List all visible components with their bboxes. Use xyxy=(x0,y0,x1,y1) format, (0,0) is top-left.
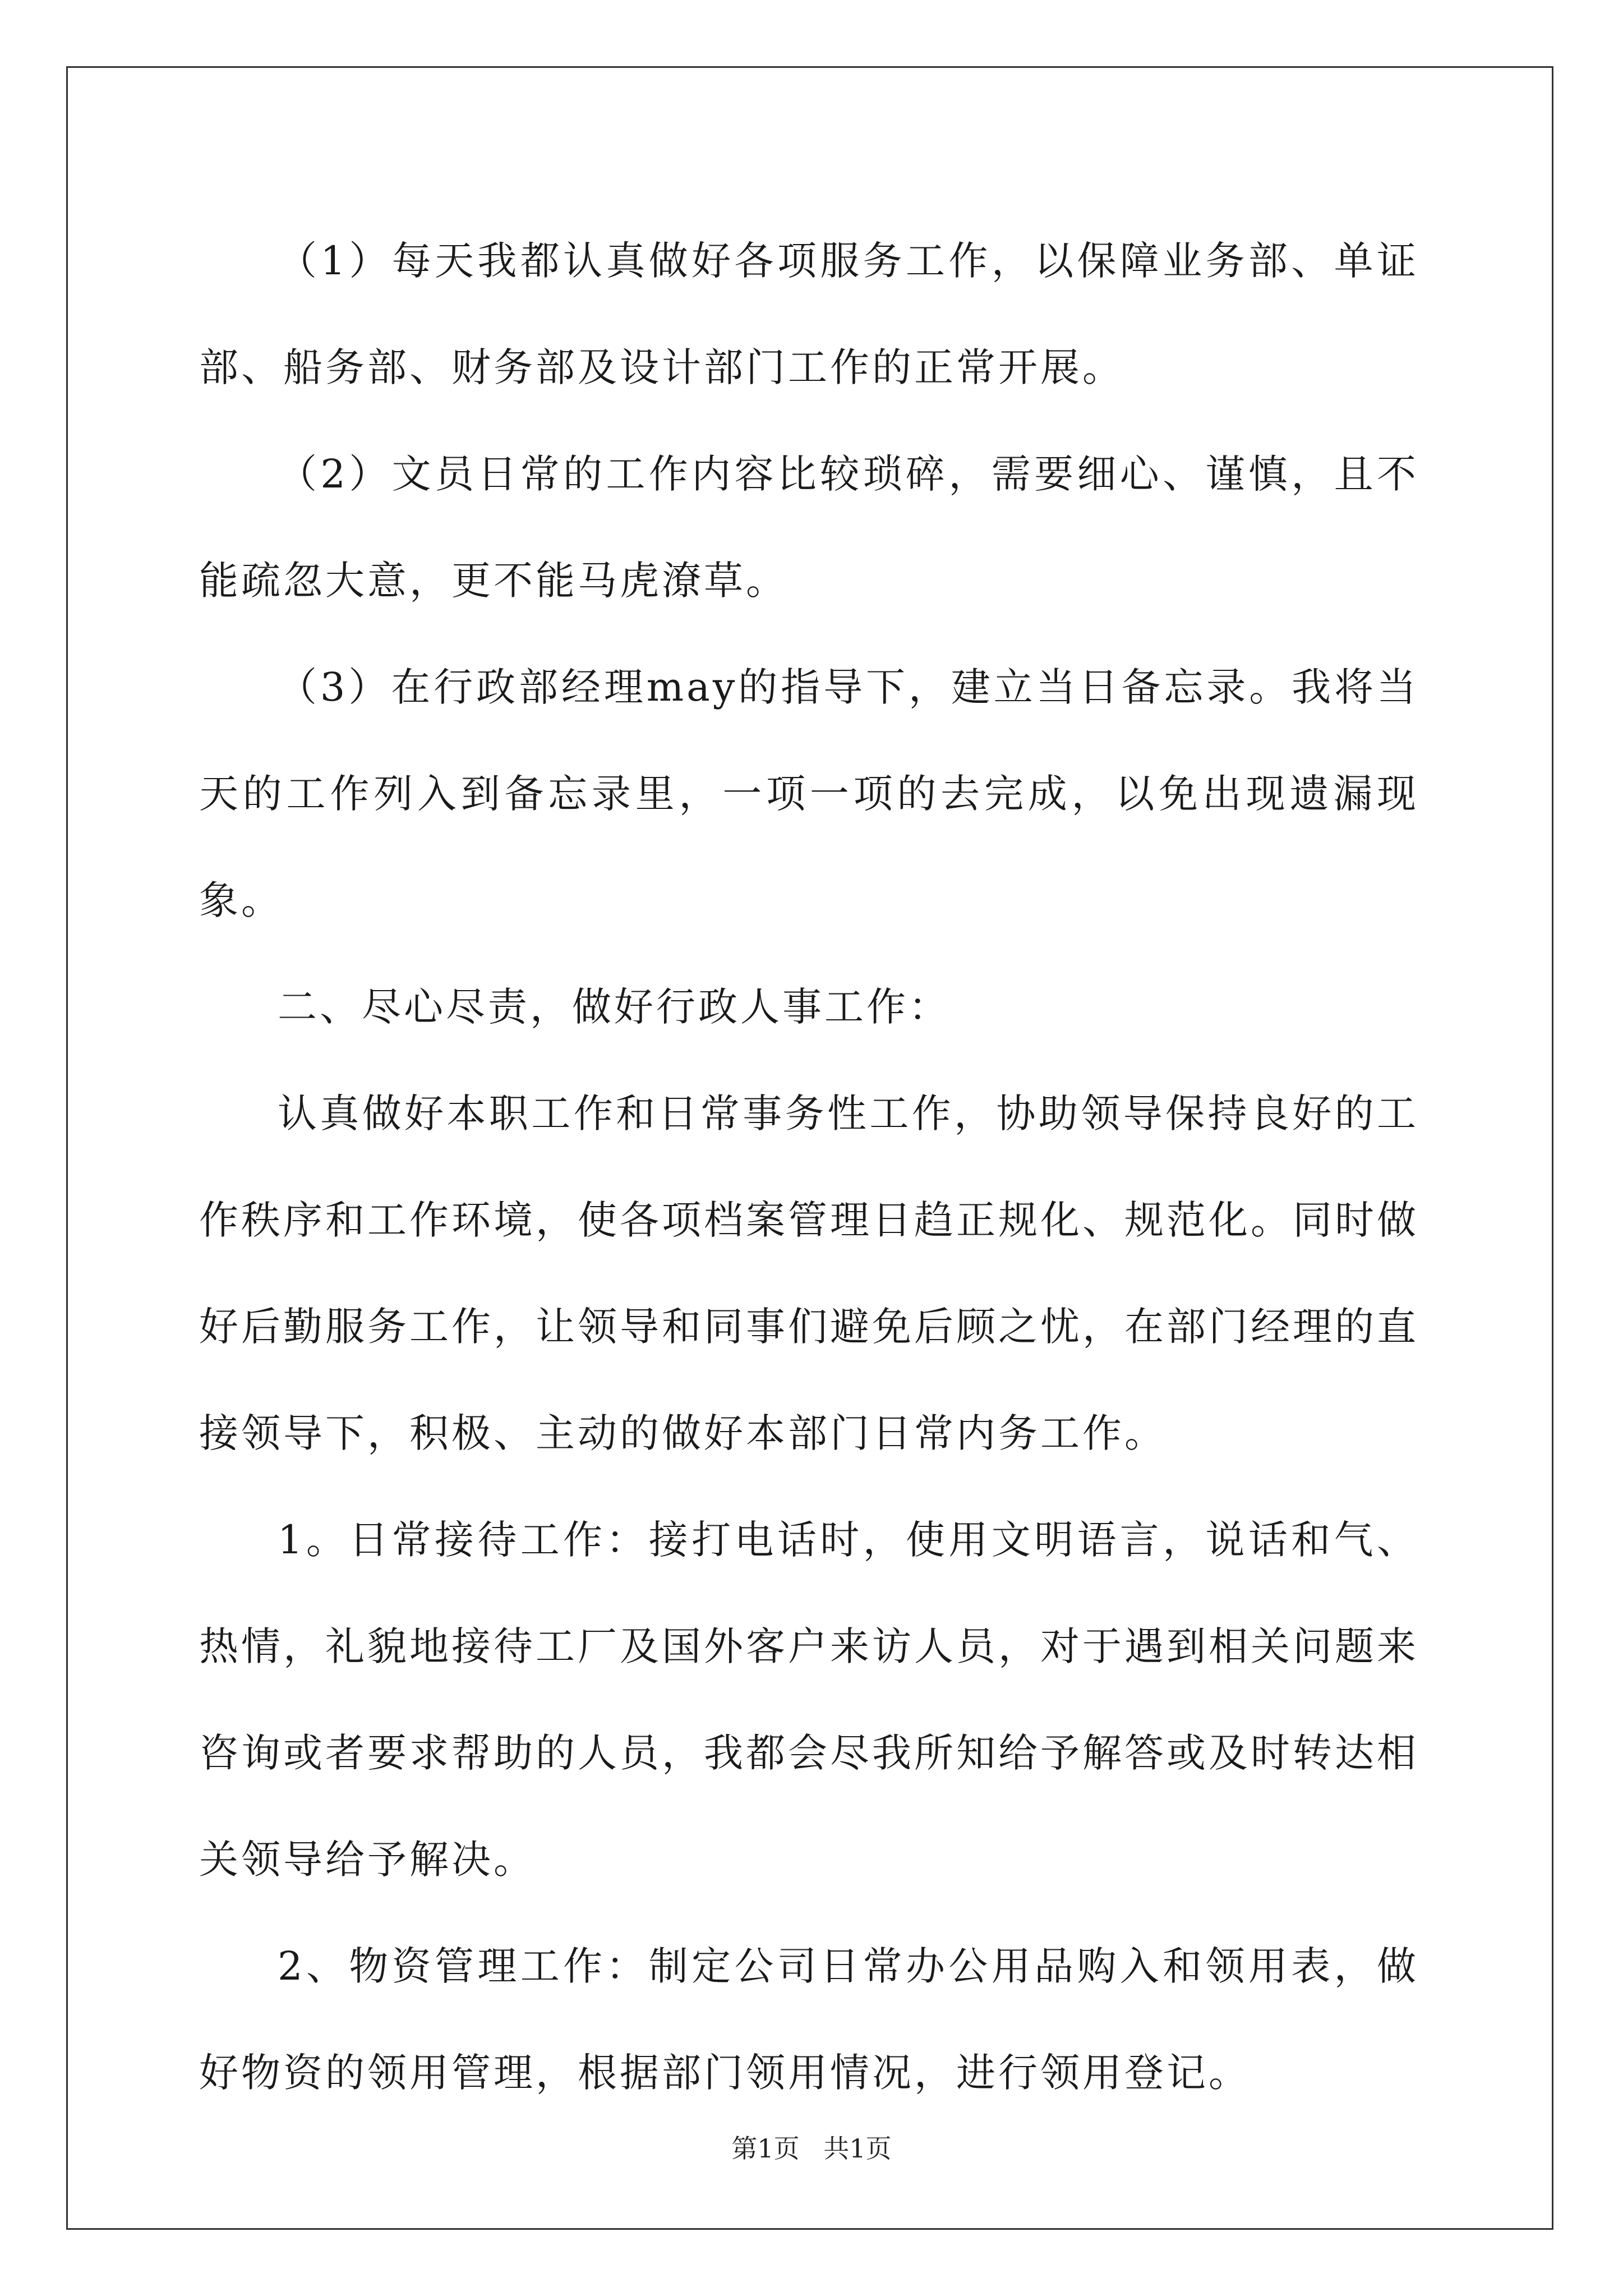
paragraph-item-materials: 2、物资管理工作：制定公司日常办公用品购入和领用表，做好物资的领用管理，根据部门领用情况，进行领用登记。 xyxy=(199,1943,1419,2096)
page-footer xyxy=(0,2132,1623,2165)
paragraph-body: 认真做好本职工作和日常事务性工作，协助领导保持良好的工作秩序和工作环境，使各项档案管理日趋正规化、规范化。同时做好后勤服务工作，让领导和同事们避免后顾之忧，在部门经理的直接领导下，积极、主动的做好本部门日常内务工作。 xyxy=(199,1091,1419,1456)
paragraph-item-3: （3）在行政部经理may的指导下，建立当日备忘录。我将当天的工作列入到备忘录里，一项一项的去完成，以免出现遗漏现象。 xyxy=(199,664,1419,923)
page-total: 共1页 xyxy=(823,2133,892,2164)
document-body xyxy=(199,208,1419,2126)
section-heading: 二、尽心尽责，做好行政人事工作： xyxy=(278,984,951,1030)
page-number: 第1页 xyxy=(731,2133,800,2164)
paragraph-item-reception: 1。日常接待工作：接打电话时，使用文明语言，说话和气、热情，礼貌地接待工厂及国外客户来访人员，对于遇到相关问题来咨询或者要求帮助的人员，我都会尽我所知给予解答或及时转达相关领导给予解决。 xyxy=(199,1517,1419,1883)
paragraph-item-1: （1）每天我都认真做好各项服务工作，以保障业务部、单证部、船务部、财务部及设计部门工作的正常开展。 xyxy=(199,238,1419,390)
paragraph-item-2: （2）文员日常的工作内容比较琐碎，需要细心、谨慎，且不能疏忽大意，更不能马虎潦草。 xyxy=(199,451,1419,604)
